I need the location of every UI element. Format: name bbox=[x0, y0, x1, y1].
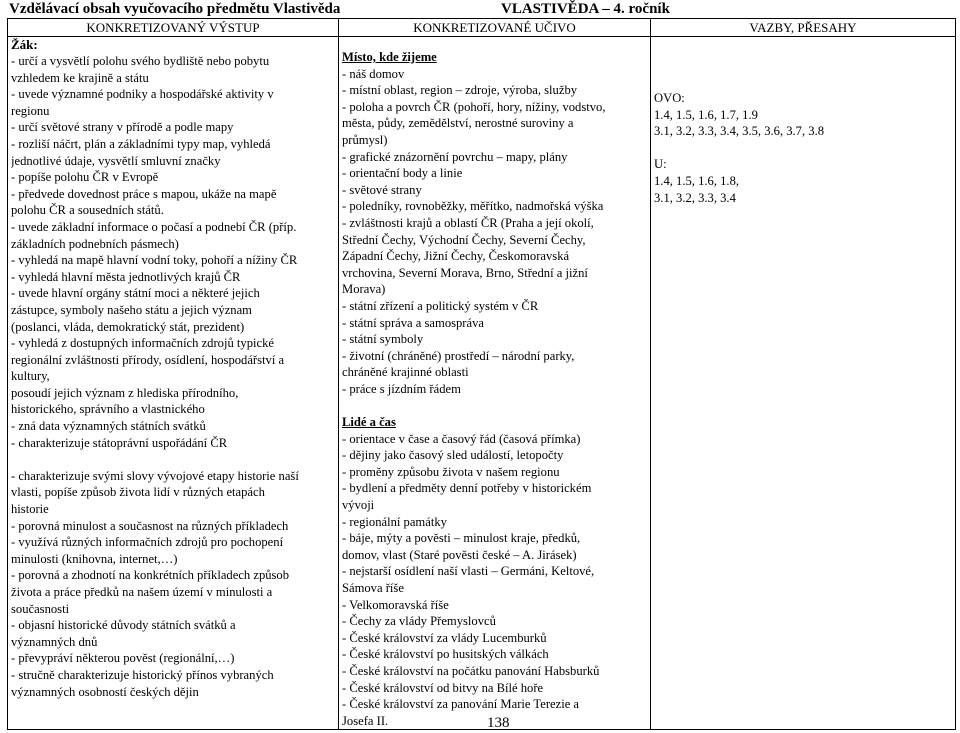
text-line: - využívá různých informačních zdrojů pro pochopení bbox=[11, 535, 284, 550]
text-line: - místní oblast, region – zdroje, výroba, služby bbox=[342, 83, 578, 98]
content-list-places bbox=[342, 66, 647, 398]
subject-title: Vzdělávací obsah vyučovacího předmětu Vlastivěda bbox=[9, 1, 341, 17]
text-line: - uvede hlavní orgány státní moci a některé jejich bbox=[11, 286, 260, 301]
text-line: vývoji bbox=[342, 498, 375, 513]
text-line: Sámova říše bbox=[342, 581, 404, 595]
text-line: - Velkomoravská říše bbox=[342, 597, 449, 612]
u-codes-1: 1.4, 1.5, 1.6, 1.8, bbox=[654, 173, 740, 188]
content-cell bbox=[339, 37, 651, 730]
text-line: - státní zřízení a politický systém v ČR bbox=[342, 298, 539, 313]
text-line: - státní symboly bbox=[342, 332, 424, 347]
text-line: - vyhledá z dostupných informačních zdrojů typické bbox=[11, 336, 274, 351]
text-line: vrchovina, Severní Morava, Brno, Střední a jižní bbox=[342, 265, 588, 280]
text-line: Morava) bbox=[342, 282, 386, 297]
text-line: - porovná minulost a současnost na různých příkladech bbox=[11, 518, 289, 533]
grade-title: VLASTIVĚDA – 4. ročník bbox=[501, 1, 670, 17]
text-line: regionální zvláštnosti přírody, osídlení, hospodářství a bbox=[11, 352, 285, 367]
text-line: Střední Čechy, Východní Čechy, Severní Čechy, bbox=[342, 232, 586, 247]
text-line: zástupce, symboly našeho státu a jejich význam bbox=[11, 302, 252, 317]
text-line: - náš domov bbox=[342, 66, 405, 81]
pupil-heading: Žák: bbox=[11, 37, 38, 52]
text-line: vlasti, popíše způsob života lidí v různých etapách bbox=[11, 485, 265, 500]
text-line: vzhledem ke krajině a státu bbox=[11, 70, 149, 85]
text-line: - České království za panování Marie Terezie a bbox=[342, 697, 580, 712]
text-line: - uvede významné podniky a hospodářské aktivity v bbox=[11, 87, 274, 102]
text-line: domov, vlast (Staré pověsti české – A. Jirásek) bbox=[342, 547, 577, 562]
text-line: významných osobností českých dějin bbox=[11, 684, 199, 699]
text-line: města, půdy, zemědělství, nerostné suroviny a bbox=[342, 116, 574, 131]
text-line: významných dnů bbox=[11, 634, 98, 649]
text-line: - regionální památky bbox=[342, 514, 447, 529]
text-line: základních podnebních pásmech) bbox=[11, 236, 179, 251]
section-heading-places: Místo, kde žijeme bbox=[342, 50, 437, 64]
text-line: - Čechy za vlády Přemyslovců bbox=[342, 614, 496, 629]
text-line: polohu ČR a sousedních států. bbox=[11, 203, 164, 218]
text-line: - orientace v čase a časový řád (časová přímka) bbox=[342, 431, 581, 446]
text-line: chráněné krajinné oblasti bbox=[342, 365, 469, 380]
text-line: - určí světové strany v přírodě a podle mapy bbox=[11, 120, 234, 135]
text-line: - zvláštnosti krajů a oblastí ČR (Praha a její okolí, bbox=[342, 215, 594, 230]
text-line: - převypráví některou pověst (regionální,…) bbox=[11, 651, 235, 666]
text-line: - popíše polohu ČR v Evropě bbox=[11, 170, 159, 185]
text-line: - poledníky, rovnoběžky, měřítko, nadmořská výška bbox=[342, 199, 604, 214]
text-line: - rozliší náčrt, plán a základními typy map, vyhledá bbox=[11, 136, 271, 151]
text-line: regionu bbox=[11, 103, 50, 118]
text-line: - bydlení a předměty denní potřeby v historickém bbox=[342, 481, 592, 496]
text-line: jednotlivé údaje, vysvětlí smluvní značky bbox=[11, 153, 221, 168]
ovo-codes-2: 3.1, 3.2, 3.3, 3.4, 3.5, 3.6, 3.7, 3.8 bbox=[654, 124, 825, 139]
text-line: kultury, bbox=[11, 369, 50, 384]
text-line: - báje, mýty a pověsti – minulost kraje, předků, bbox=[342, 531, 581, 546]
text-line: (poslanci, vláda, demokratický stát, prezident) bbox=[11, 319, 245, 334]
ovo-codes-1: 1.4, 1.5, 1.6, 1.7, 1.9 bbox=[654, 107, 758, 122]
text-line: - České království za vlády Lucemburků bbox=[342, 630, 547, 645]
section-heading-people-time: Lidé a čas bbox=[342, 415, 396, 430]
outputs-cell bbox=[8, 37, 339, 730]
text-line: - České království na počátku panování Habsburků bbox=[342, 663, 600, 678]
text-line: - České království od bitvy na Bílé hoře bbox=[342, 680, 544, 695]
text-line: - proměny způsobu života v našem regionu bbox=[342, 464, 560, 479]
text-line: minulosti (knihovna, internet,…) bbox=[11, 551, 178, 566]
outputs-list-places bbox=[11, 53, 335, 451]
text-line: - stručně charakterizuje historický přínos vybraných bbox=[11, 667, 274, 682]
text-line: - dějiny jako časový sled událostí, letopočty bbox=[342, 448, 564, 463]
u-codes-2: 3.1, 3.2, 3.3, 3.4 bbox=[654, 190, 736, 205]
text-line: - vyhledá hlavní města jednotlivých krajů ČR bbox=[11, 269, 241, 284]
text-line: - práce s jízdním řádem bbox=[342, 381, 461, 396]
text-line: - určí a vysvětlí polohu svého bydliště nebo pobytu bbox=[11, 54, 270, 68]
curriculum-table bbox=[7, 18, 956, 730]
text-line: - zná data významných státních svátků bbox=[11, 419, 206, 434]
text-line: - uvede základní informace o počasí a podnebí ČR (příp. bbox=[11, 219, 297, 234]
text-line: - nejstarší osídlení naší vlasti – Germáni, Keltové, bbox=[342, 564, 595, 579]
ovo-label: OVO: bbox=[654, 91, 685, 105]
text-line: historie bbox=[11, 502, 49, 517]
text-line: Západní Čechy, Jižní Čechy, Českomoravská bbox=[342, 249, 570, 264]
text-line: průmysl) bbox=[342, 132, 388, 147]
text-line: Josefa II. bbox=[342, 713, 389, 728]
table-header-row bbox=[8, 19, 956, 37]
header-outputs: KONKRETIZOVANÝ VÝSTUP bbox=[8, 19, 339, 37]
text-line: historického, správního a vlastnického bbox=[11, 402, 205, 417]
table-body-row bbox=[8, 37, 956, 730]
links-cell bbox=[651, 37, 956, 730]
text-line: posoudí jejich význam z hlediska přírodního, bbox=[11, 385, 239, 400]
text-line: - životní (chráněné) prostředí – národní parky, bbox=[342, 348, 575, 363]
u-label: U: bbox=[654, 157, 667, 172]
text-line: života a práce předků na našem území v minulosti a bbox=[11, 585, 273, 599]
text-line: - orientační body a linie bbox=[342, 166, 463, 181]
header-content: KONKRETIZOVANÉ UČIVO bbox=[339, 19, 651, 37]
document-title-row bbox=[7, 1, 955, 18]
text-line: současnosti bbox=[11, 601, 70, 616]
text-line: - grafické znázornění povrchu – mapy, plány bbox=[342, 149, 568, 164]
content-list-history bbox=[342, 431, 647, 730]
text-line: - charakterizuje svými slovy vývojové etapy historie naší bbox=[11, 468, 299, 483]
text-line: - vyhledá na mapě hlavní vodní toky, pohoří a nížiny ČR bbox=[11, 253, 298, 268]
text-line: - charakterizuje státoprávní uspořádání ČR bbox=[11, 435, 228, 450]
text-line: - předvede dovednost práce s mapou, ukáže na mapě bbox=[11, 186, 277, 201]
text-line: - státní správa a samospráva bbox=[342, 315, 484, 330]
text-line: - porovná a zhodnotí na konkrétních příkladech způsob bbox=[11, 568, 290, 583]
text-line: - poloha a povrch ČR (pohoří, hory, nížiny, vodstvo, bbox=[342, 99, 606, 114]
header-links: VAZBY, PŘESAHY bbox=[651, 19, 956, 37]
page-number: 138 bbox=[487, 715, 510, 731]
text-line: - světové strany bbox=[342, 182, 422, 197]
outputs-list-history bbox=[11, 468, 335, 700]
text-line: - objasní historické důvody státních svátků a bbox=[11, 618, 236, 633]
text-line: - České království po husitských válkách bbox=[342, 647, 549, 662]
